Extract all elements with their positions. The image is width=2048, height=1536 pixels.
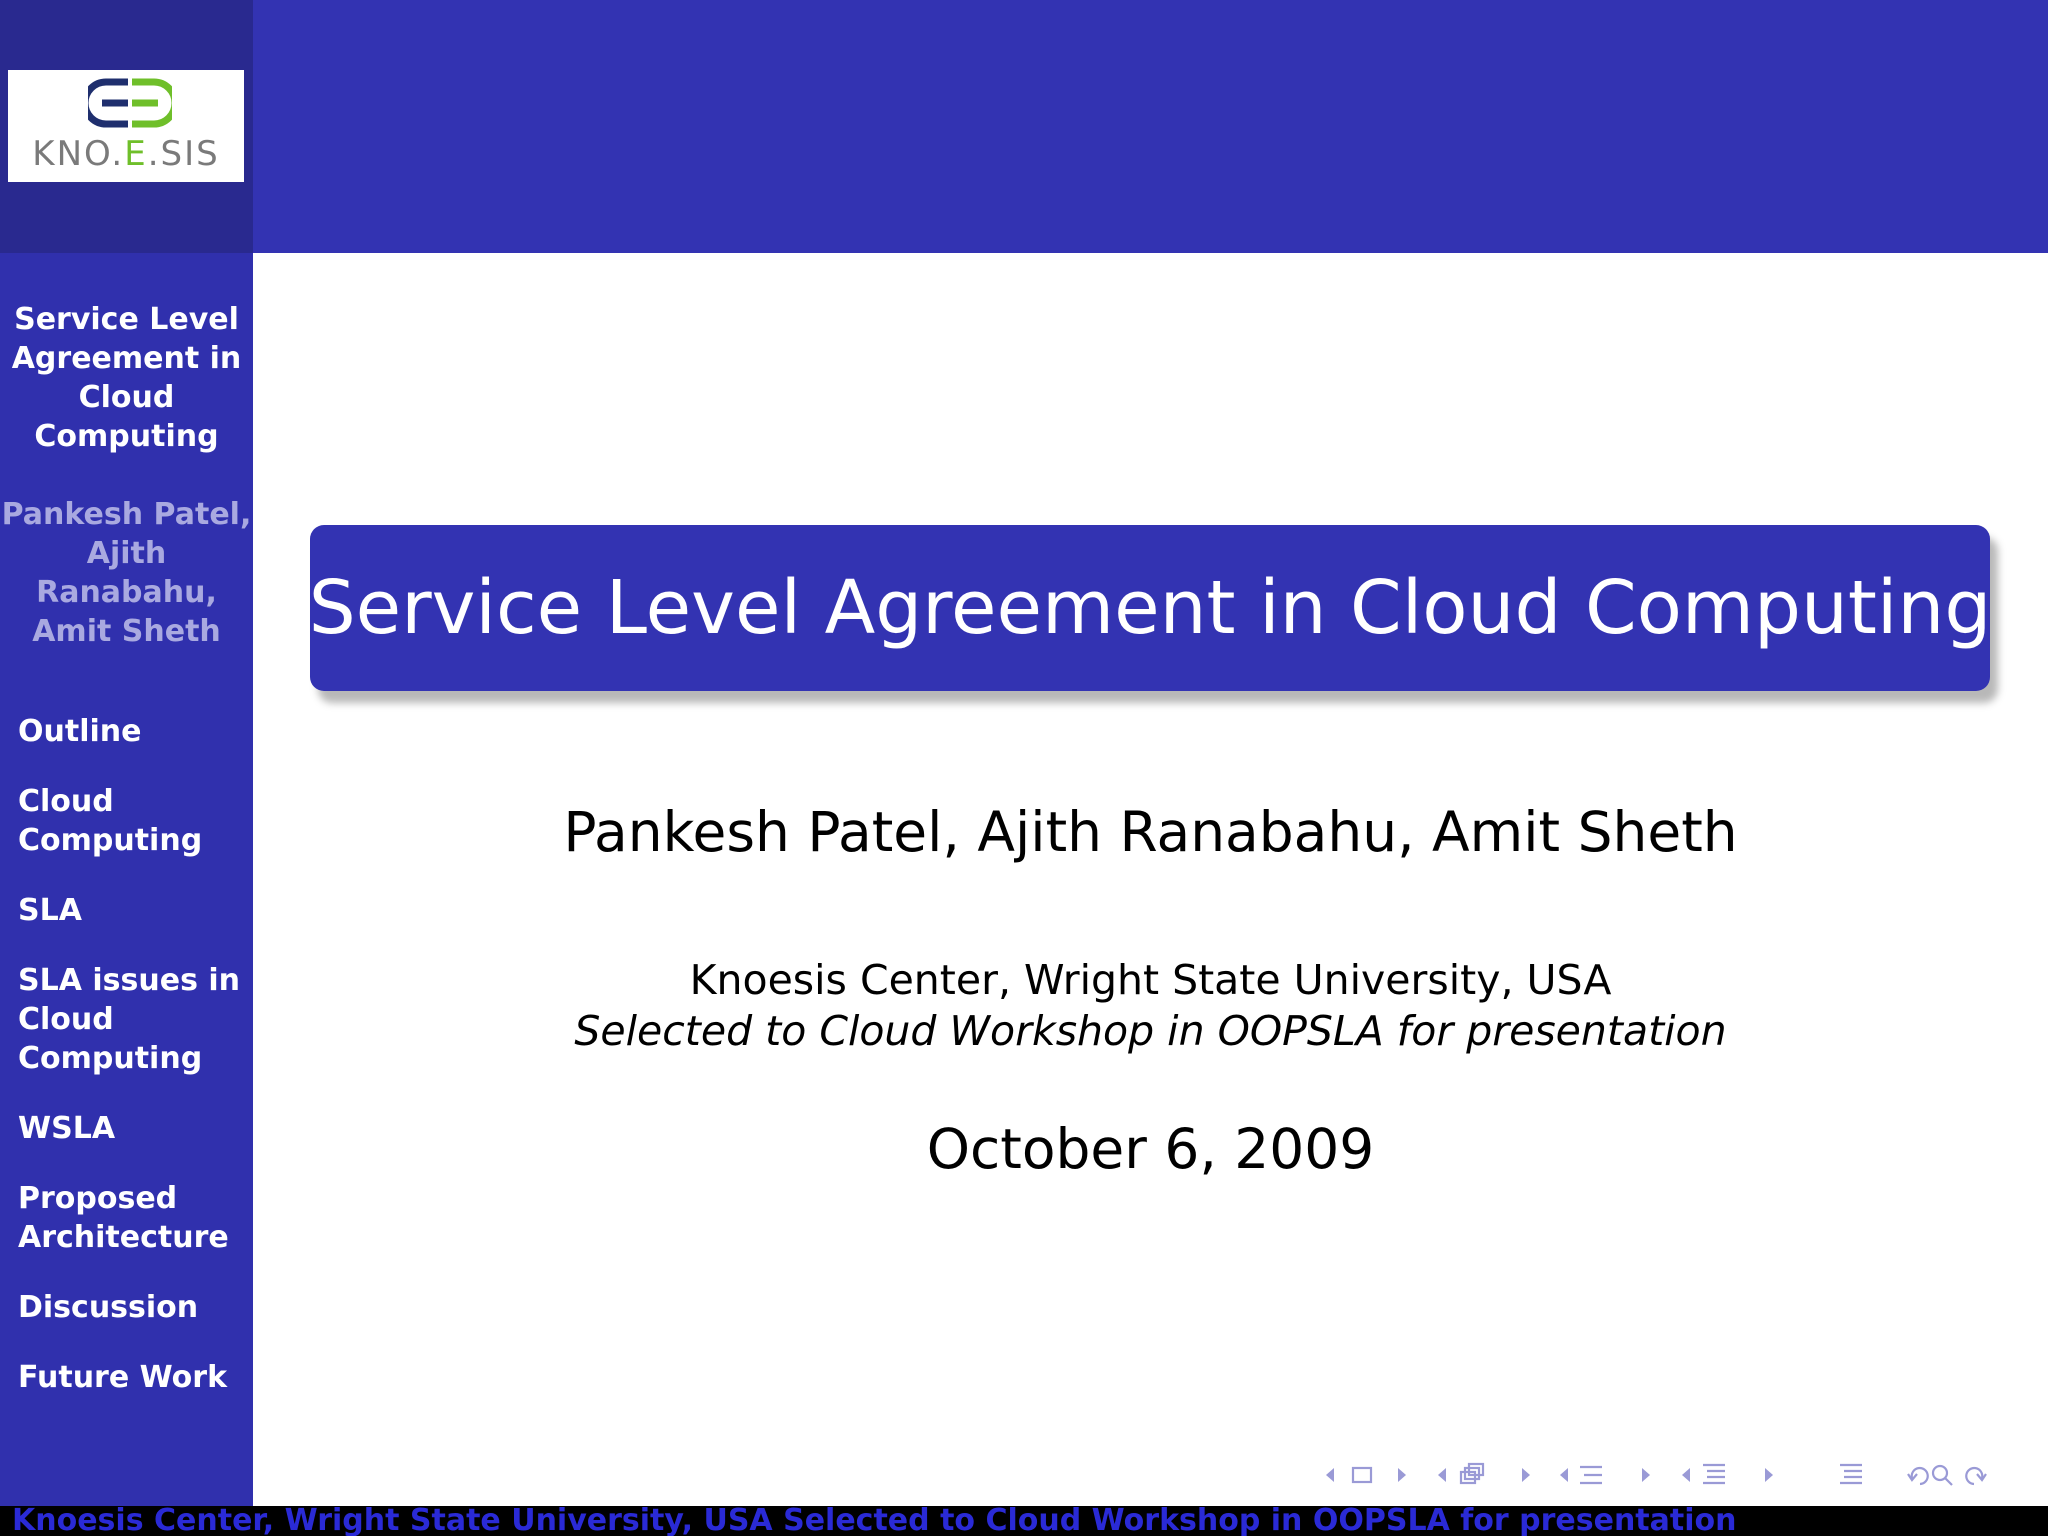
sidebar-item-outline[interactable]: Outline bbox=[18, 714, 142, 749]
frame-next-triangle-right-icon[interactable] bbox=[1398, 1468, 1406, 1482]
slide-next-triangle-right-icon[interactable] bbox=[1522, 1468, 1530, 1482]
sidebar-item-sla-issues[interactable]: SLA issues in Cloud Computing bbox=[18, 963, 241, 1076]
header-band bbox=[253, 0, 2048, 253]
search-icon[interactable] bbox=[1933, 1466, 1952, 1485]
sidebar-item-wsla[interactable]: WSLA bbox=[18, 1111, 116, 1146]
sidebar-item-cloud-computing[interactable]: Cloud Computing bbox=[18, 784, 203, 858]
sidebar-nav bbox=[18, 712, 248, 1428]
logo-panel bbox=[0, 0, 253, 253]
sidebar-authors[interactable]: Pankesh Patel, Ajith Ranabahu, Amit Sheth bbox=[1, 497, 252, 649]
subsection-next-triangle-right-icon[interactable] bbox=[1642, 1468, 1650, 1482]
document-icon[interactable] bbox=[1840, 1465, 1862, 1483]
slide-prev-triangle-left-icon[interactable] bbox=[1438, 1468, 1446, 1482]
sidebar-item-proposed-architecture[interactable]: Proposed Architecture bbox=[18, 1181, 229, 1255]
sidebar-item-sla[interactable]: SLA bbox=[18, 893, 82, 928]
subsection-icon[interactable] bbox=[1580, 1467, 1602, 1483]
footer-bar bbox=[0, 1506, 2048, 1536]
slide-title: Service Level Agreement in Cloud Computing bbox=[308, 565, 1992, 651]
slide-authors: Pankesh Patel, Ajith Ranabahu, Amit Sheth bbox=[563, 800, 1738, 864]
slide-institute: Knoesis Center, Wright State University, USA bbox=[689, 956, 1612, 1004]
sidebar-title[interactable]: Service Level Agreement in Cloud Computing bbox=[11, 302, 242, 454]
frame-prev-triangle-left-icon[interactable] bbox=[1326, 1468, 1334, 1482]
slide-date: October 6, 2009 bbox=[926, 1117, 1375, 1181]
slide-note: Selected to Cloud Workshop in OOPSLA for presentation bbox=[574, 1007, 1727, 1055]
section-next-triangle-right-icon[interactable] bbox=[1765, 1468, 1773, 1482]
undo-icon[interactable] bbox=[1908, 1468, 1928, 1484]
beamer-navigation-symbols bbox=[1310, 1458, 2030, 1492]
knoesis-logo bbox=[8, 70, 244, 182]
knoesis-logo-wordmark: KNO.E.SIS bbox=[32, 134, 220, 174]
sidebar-item-future-work[interactable]: Future Work bbox=[18, 1360, 228, 1395]
title-box bbox=[310, 525, 1990, 691]
frame-icon[interactable] bbox=[1353, 1468, 1371, 1482]
section-icon[interactable] bbox=[1703, 1465, 1725, 1483]
knoesis-logo-mark-icon bbox=[88, 76, 172, 130]
footer-text: Knoesis Center, Wright State University, USA Selected to Cloud Workshop in OOPSLA for presentation bbox=[12, 1506, 1737, 1536]
section-prev-triangle-left-icon[interactable] bbox=[1682, 1468, 1690, 1482]
subsection-prev-triangle-left-icon[interactable] bbox=[1560, 1468, 1568, 1482]
sidebar-item-discussion[interactable]: Discussion bbox=[18, 1290, 199, 1325]
slides-icon[interactable] bbox=[1461, 1464, 1483, 1483]
sidebar bbox=[0, 0, 253, 1506]
redo-icon[interactable] bbox=[1966, 1468, 1986, 1484]
